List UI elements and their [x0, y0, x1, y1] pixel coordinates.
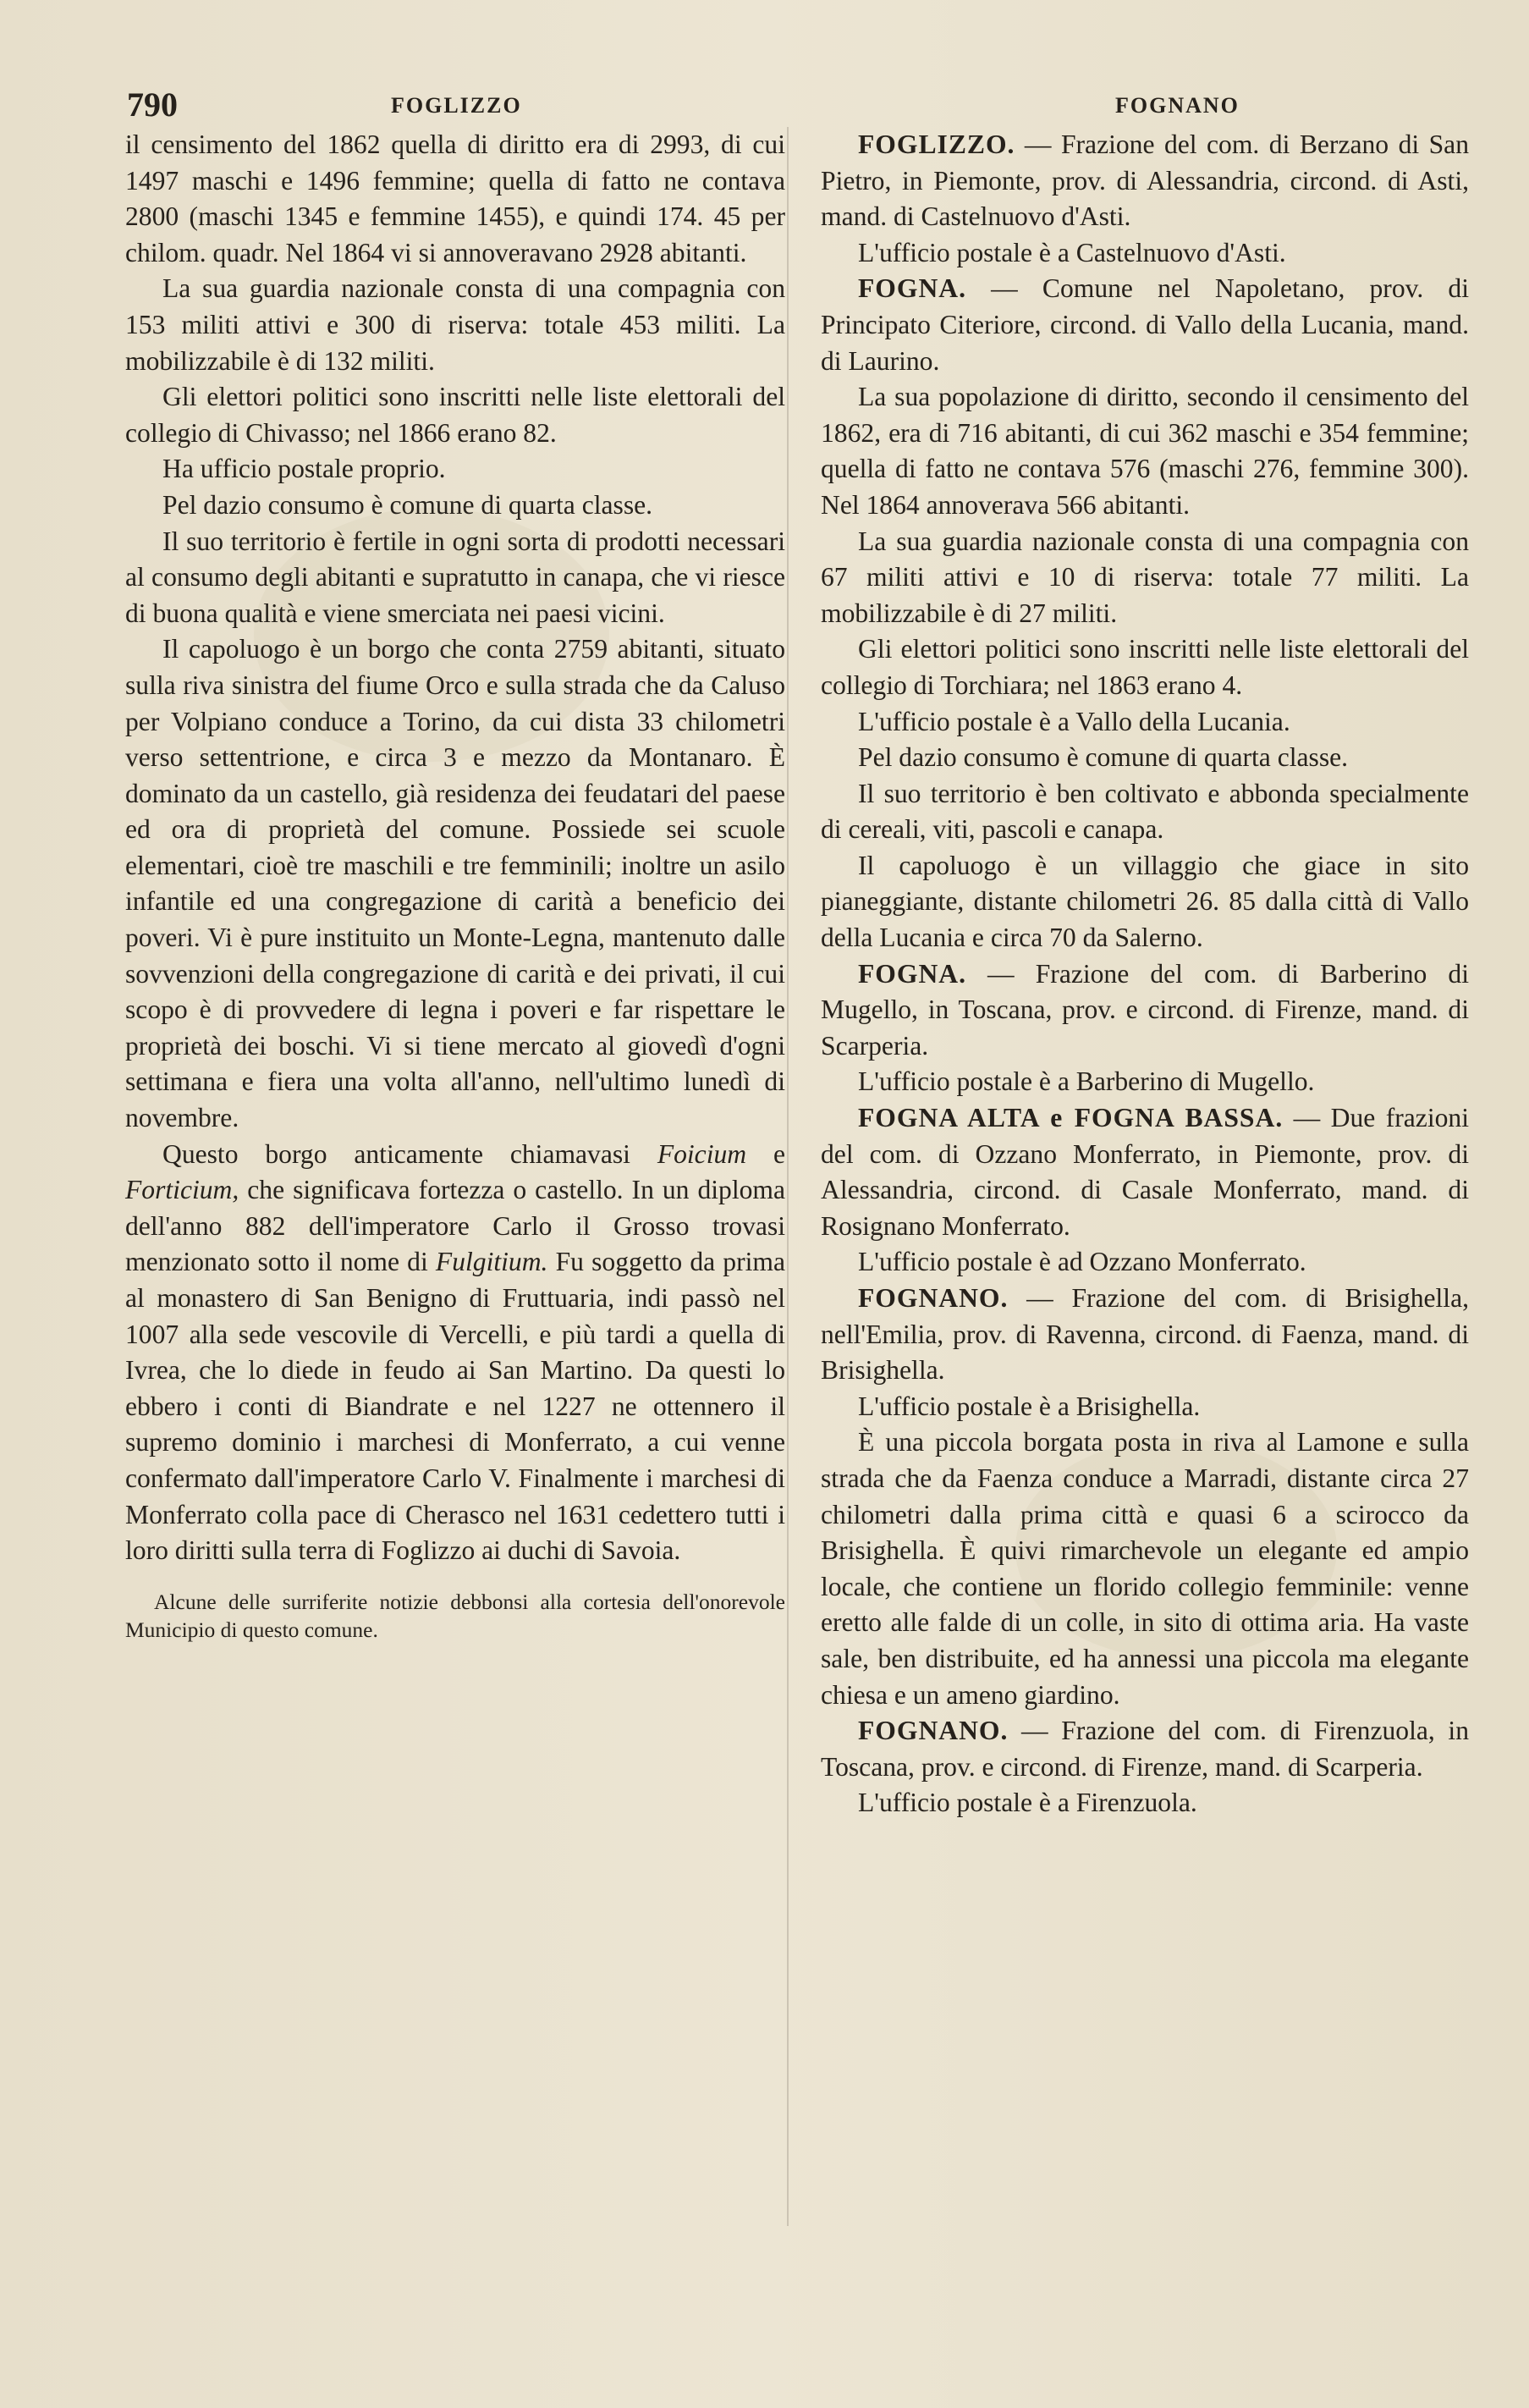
- entry-head: FOGLIZZO.: [858, 129, 1015, 159]
- paragraph: L'ufficio postale è ad Ozzano Monferrato.: [858, 1247, 1306, 1277]
- paragraph: il censimento del 1862 quella di diritto era di 2993, di cui 1497 maschi e 1496 femmine; quella di fatto ne contava 2800 (maschi 1345 e femmine 1455), e quindi 174. 45 per chilom. quadr. Nel 1864 vi si annoveravano 2928 abitanti.: [125, 129, 785, 267]
- paragraph: L'ufficio postale è a Firenzuola.: [858, 1788, 1197, 1818]
- entry-fognano-emilia: [821, 1281, 1469, 1389]
- page-number: 790: [127, 85, 178, 124]
- paragraph: L'ufficio postale è a Barberino di Mugello.: [858, 1066, 1315, 1097]
- latin-name: Foicium: [657, 1138, 747, 1169]
- entry-head: FOGNA ALTA e FOGNA BASSA.: [858, 1103, 1284, 1133]
- entry-fogna-napoletano: [821, 271, 1469, 379]
- entry-foglizzo: [821, 127, 1469, 235]
- paragraph: Pel dazio consumo è comune di quarta classe.: [858, 742, 1349, 773]
- history-paragraph: [125, 1137, 785, 1569]
- page-header: [0, 81, 1529, 132]
- entry-text: — Frazione del com. di Berzano di San Pietro, in Piemonte, prov. di Alessandria, circond. di Asti, mand. di Castelnuovo d'Asti.: [821, 129, 1469, 232]
- paragraph: Il capoluogo è un villaggio che giace in sito pianeggiante, distante chilometri 26. 85 dalla città di Vallo della Lucania e circa 70 da Salerno.: [821, 850, 1469, 953]
- paragraph: Ha ufficio postale proprio.: [162, 454, 446, 484]
- entry-head: FOGNA.: [858, 273, 966, 304]
- entry-text: — Frazione del com. di Barberino di Mugello, in Toscana, prov. e circond. di Firenze, mand. di Scarperia.: [821, 958, 1469, 1061]
- entry-text: — Comune nel Napoletano, prov. di Principato Citeriore, circond. di Vallo della Lucania, mand. di Laurino.: [821, 273, 1469, 376]
- paragraph: L'ufficio postale è a Vallo della Lucania.: [858, 706, 1290, 736]
- paragraph: L'ufficio postale è a Castelnuovo d'Asti.: [858, 237, 1286, 267]
- entry-head: FOGNA.: [858, 958, 966, 989]
- entry-text: — Frazione del com. di Firenzuola, in Toscana, prov. e circond. di Firenze, mand. di Scarperia.: [821, 1716, 1469, 1782]
- column-divider: [787, 127, 789, 2226]
- entry-text: — Due frazioni del com. di Ozzano Monferrato, in Piemonte, prov. di Alessandria, circond. di Casale Monferrato, mand. di Rosignano Monferrato.: [821, 1103, 1469, 1241]
- right-column: [821, 127, 1469, 1821]
- left-column: [125, 127, 785, 1644]
- history-text: che significava fortezza o castello. In un diploma dell'anno 882 dell'imperatore Carlo il Grosso trovasi menzionato sotto il nome di: [125, 1175, 785, 1277]
- entry-text: — Frazione del com. di Brisighella, nell'Emilia, prov. di Ravenna, circond. di Faenza, mand. di Brisighella.: [821, 1283, 1469, 1386]
- right-running-head: FOGNANO: [1115, 93, 1240, 118]
- left-running-head: FOGLIZZO: [391, 93, 522, 118]
- entry-fognano-toscana: [821, 1713, 1469, 1785]
- paragraph: È una piccola borgata posta in riva al Lamone e sulla strada che da Faenza conduce a Marradi, distante circa 27 chilometri dalla prima città e quasi 6 a scirocco da Brisighella. È quivi rimarchevole un elegante ed ampio locale, che contiene un florido collegio femminile: venne eretto alle falde di un colle, in sito di ottima aria. Ha vaste sale, ben distribuite, ed ha annessi una piccola ma elegante chiesa e un ameno giardino.: [821, 1427, 1469, 1710]
- paragraph: L'ufficio postale è a Brisighella.: [858, 1391, 1201, 1421]
- latin-name: Forticium,: [125, 1175, 239, 1205]
- paragraph: La sua guardia nazionale consta di una compagnia con 67 militi attivi e 10 di riserva: totale 77 militi. La mobilizzabile è di 27 militi.: [821, 526, 1469, 628]
- paragraph: La sua popolazione di diritto, secondo il censimento del 1862, era di 716 abitanti, di cui 362 maschi e 354 femmine; quella di fatto ne contava 576 (maschi 276, femmine 300). Nel 1864 annoverava 566 abitanti.: [821, 382, 1469, 520]
- paragraph: Pel dazio consumo è comune di quarta classe.: [162, 489, 653, 520]
- footnote: Alcune delle surriferite notizie debbonsi alla cortesia dell'onorevole Municipio di questo comune.: [125, 1589, 785, 1642]
- history-text: Questo borgo anticamente chiamavasi: [162, 1138, 657, 1169]
- paragraph: Gli elettori politici sono inscritti nelle liste elettorali del collegio di Chivasso; nel 1866 erano 82.: [125, 382, 785, 448]
- entry-fogna-toscana: [821, 956, 1469, 1065]
- entry-head: FOGNANO.: [858, 1283, 1009, 1313]
- paragraph: La sua guardia nazionale consta di una compagnia con 153 militi attivi e 300 di riserva: totale 453 militi. La mobilizzabile è di 132 militi.: [125, 273, 785, 376]
- history-text: e: [746, 1138, 785, 1169]
- paragraph: Il suo territorio è ben coltivato e abbonda specialmente di cereali, viti, pascoli e canapa.: [821, 778, 1469, 845]
- history-text: Fu soggetto da prima al monastero di San Benigno di Fruttuaria, indi passò nel 1007 alla sede vescovile di Vercelli, e più tardi a quella di Ivrea, che lo diede in feudo ai San Martino. Da questi lo ebbero i conti di Biandrate e nel 1227 ne ottennero il supremo dominio i marchesi di Monferrato, a cui venne confermato dall'imperatore Carlo V. Finalmente i marchesi di Monferrato colla pace di Cherasco nel 1631 cedettero tutti i loro diritti sulla terra di Foglizzo ai duchi di Savoia.: [125, 1247, 785, 1566]
- paragraph: Gli elettori politici sono inscritti nelle liste elettorali del collegio di Torchiara; nel 1863 erano 4.: [821, 634, 1469, 700]
- latin-name: Fulgitium.: [435, 1247, 548, 1277]
- paragraph: Il capoluogo è un borgo che conta 2759 abitanti, situato sulla riva sinistra del fiume Orco e sulla strada che da Caluso per Volpiano conduce a Torino, da cui dista 33 chilometri verso settentrione, e circa 3 e mezzo da Montanaro. È dominato da un castello, già residenza dei feudatari del paese ed ora di proprietà del comune. Possiede sei scuole elementari, cioè tre maschili e tre femminili; inoltre un asilo infantile ed una congregazione di carità a beneficio dei poveri. Vi è pure instituito un Monte-Legna, mantenuto dalle sovvenzioni della congregazione di carità e dei privati, il cui scopo è di provvedere di legna i poveri e far rispettare le proprietà dei boschi. Vi si tiene mercato al giovedì d'ogni settimana e fiera una volta all'anno, nell'ultimo lunedì di novembre.: [125, 634, 785, 1133]
- entry-head: FOGNANO.: [858, 1716, 1009, 1746]
- paragraph: Il suo territorio è fertile in ogni sorta di prodotti necessari al consumo degli abitanti e supratutto in canapa, che vi riesce di buona qualità e viene smerciata nei paesi vicini.: [125, 526, 785, 628]
- entry-fogna-alta-bassa: [821, 1100, 1469, 1244]
